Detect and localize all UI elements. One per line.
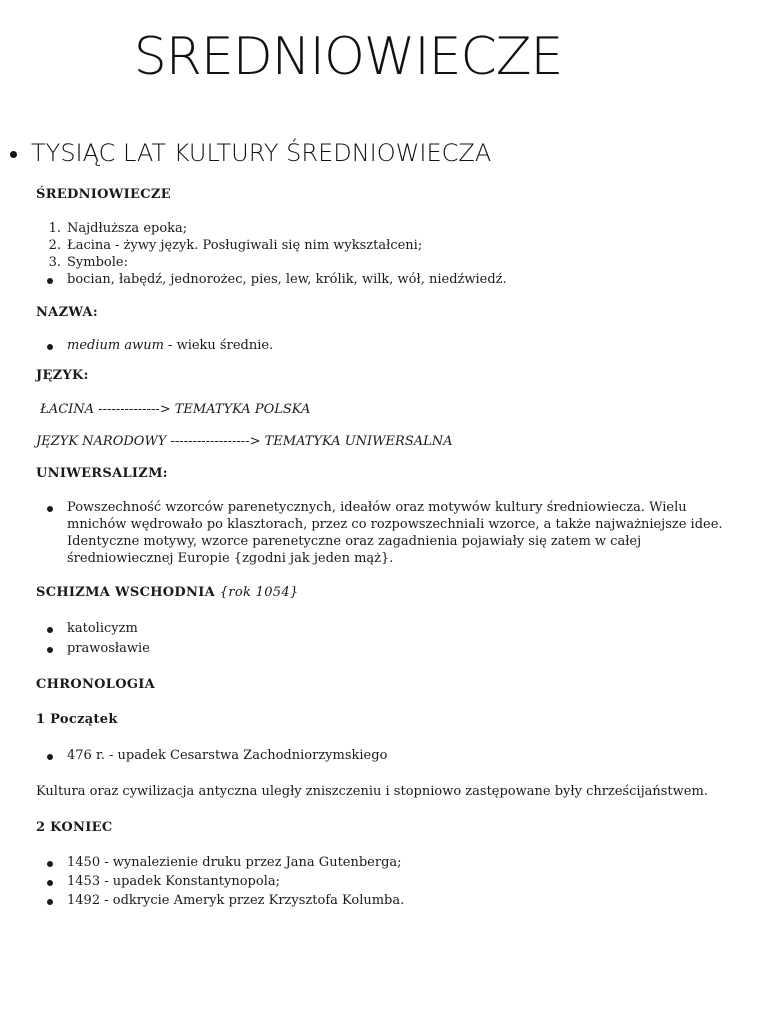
bullet-icon (47, 754, 53, 760)
section-heading-schizma (36, 584, 298, 602)
numbered-list (36, 220, 736, 288)
list-item-text: prawosławie (67, 641, 150, 656)
section-heading-chronologia: CHRONOLOGIA (36, 677, 155, 692)
list-number: 1. (48, 221, 61, 236)
bullet-icon (47, 627, 53, 633)
list-item (36, 254, 736, 271)
list-item (36, 499, 737, 567)
list-item-text: Łacina - żywy język. Posługiwali się nim wykształceni; (67, 238, 423, 253)
subheading-poczatek: 1 Początek (36, 712, 118, 727)
list-item (36, 337, 736, 354)
list-item (36, 220, 736, 237)
list-item-text: 476 r. - upadek Cesarstwa Zachodniorzymskiego (67, 748, 388, 763)
heading-note: {rok 1054} (219, 585, 299, 600)
list-item (36, 271, 736, 288)
list-item-text: bocian, łabędź, jednorożec, pies, lew, królik, wilk, wół, niedźwiedź. (67, 272, 507, 287)
list-number: 3. (48, 255, 61, 270)
list-item (36, 891, 736, 910)
list-item-italic: medium awum - (67, 338, 173, 353)
page-title: SREDNIOWIECZE (133, 27, 563, 87)
list-item (36, 639, 736, 659)
bullet-icon (47, 861, 53, 867)
language-line-1: ŁACINA --------------> TEMATYKA POLSKA (36, 402, 311, 417)
bullet-icon (47, 899, 53, 905)
list-item (36, 747, 736, 764)
bullet-icon (47, 647, 53, 653)
list-item-text: 1450 - wynalezienie druku przez Jana Gutenberga; (67, 855, 402, 870)
list-item (36, 872, 736, 891)
paragraph: Kultura oraz cywilizacja antyczna uległy zniszczeniu i stopniowo zastępowane były chrześcijaństwem. (36, 784, 708, 799)
list-item (36, 619, 736, 639)
list-item-text: wieku średnie. (172, 338, 274, 353)
list-item-text: 1453 - upadek Konstantynopola; (67, 874, 280, 889)
bullet-list (36, 747, 736, 764)
bullet-icon (47, 344, 53, 350)
bullet-icon (47, 278, 53, 284)
bullet-icon (47, 506, 53, 512)
page-subtitle: TYSIĄC LAT KULTURY ŚREDNIOWIECZA (31, 139, 492, 167)
section-heading-uniwersalizm: UNIWERSALIZM: (36, 466, 168, 481)
list-item-text: Powszechność wzorców parenetycznych, ideałów oraz motywów kultury średniowiecza. Wielu mnichów wędrowało po klasztorach, przez co rozpowszechniali wzorce, a także najważniejsze idee. Identyczne motywy, wzorce parenetyczne oraz zagadnienia pojawiały się zatem w całej średniowiecznej Europie {zgodni jak jeden mąż}. (67, 500, 723, 566)
section-heading-nazwa: NAZWA: (36, 305, 98, 320)
bullet-list (36, 499, 736, 567)
language-line-2: JĘZYK NARODOWY ------------------> TEMATYKA UNIWERSALNA (36, 434, 453, 449)
list-item-text: Najdłuższa epoka; (67, 221, 188, 236)
bullet-icon (10, 151, 17, 158)
list-number: 2. (48, 238, 61, 253)
list-item (36, 237, 736, 254)
bullet-list (36, 619, 736, 659)
subtitle-row (10, 136, 491, 170)
section-heading-jezyk: JĘZYK: (36, 368, 89, 383)
list-item (36, 853, 736, 872)
section-heading-sredniowiecze: ŚREDNIOWIECZE (36, 187, 171, 202)
list-item-text: 1492 - odkrycie Ameryk przez Krzysztofa Kolumba. (67, 893, 405, 908)
list-item-text: Symbole: (67, 255, 128, 270)
bullet-list (36, 853, 736, 910)
heading-text: SCHIZMA WSCHODNIA (36, 585, 215, 600)
bullet-list (36, 337, 736, 354)
bullet-icon (47, 880, 53, 886)
subheading-koniec: 2 KONIEC (36, 820, 113, 835)
list-item-text: katolicyzm (67, 621, 138, 636)
